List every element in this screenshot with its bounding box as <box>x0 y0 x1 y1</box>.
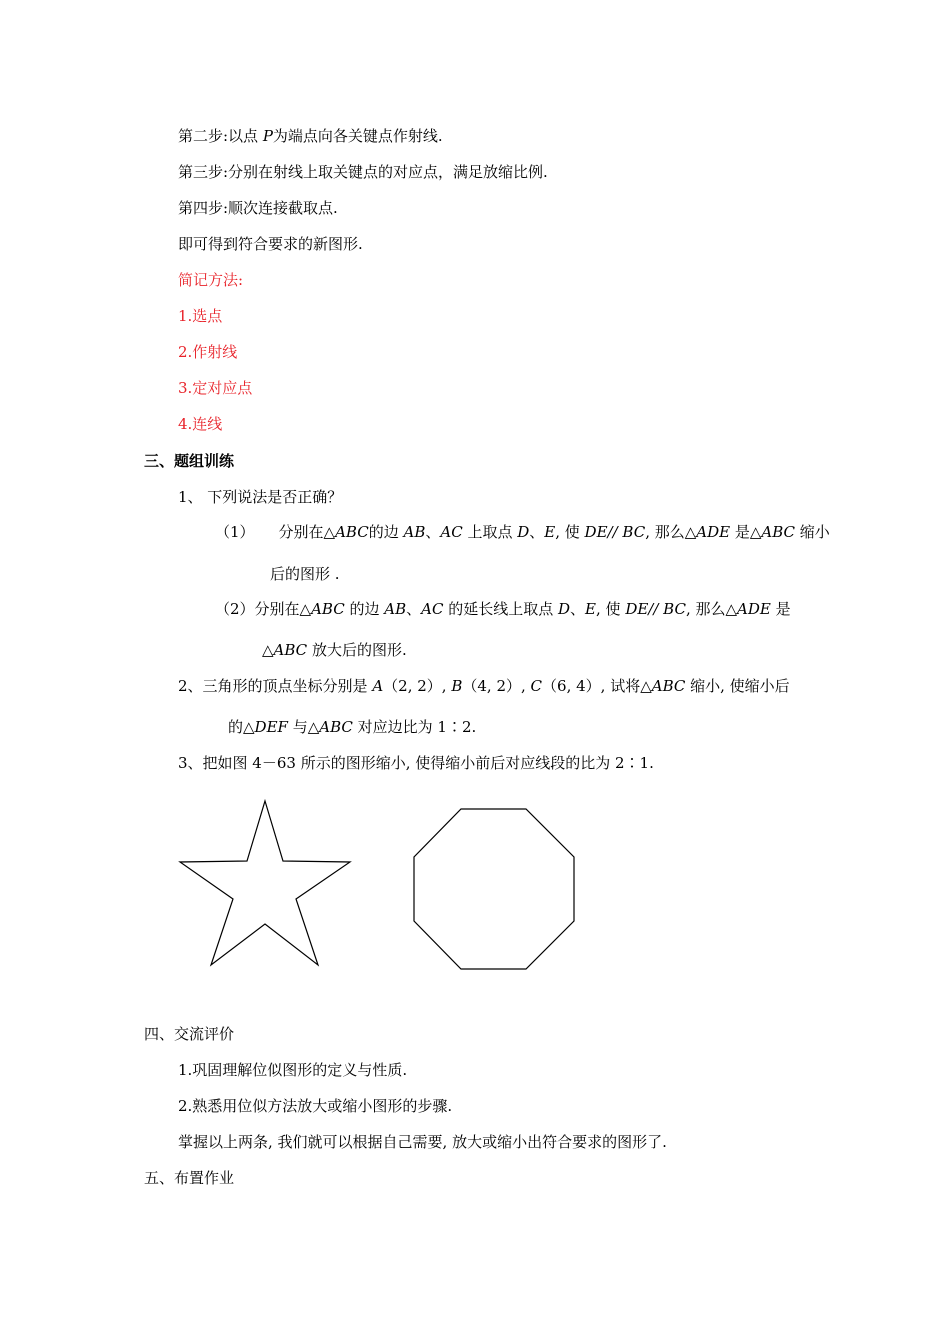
parallel-condition: DE// BC <box>625 600 686 618</box>
text-span: 分别在△ <box>254 600 312 618</box>
text-span: 上取点 <box>462 523 518 541</box>
step-4: 第四步:顺次连接截取点. <box>178 199 338 217</box>
text-span: 、 <box>529 523 545 541</box>
memo-title: 简记方法: <box>178 271 244 289</box>
text-span: 是 <box>770 600 791 618</box>
question-1-part-1-cont: 后的图形 . <box>270 565 340 583</box>
triangle-abc-label: ABC <box>651 677 686 695</box>
point-b-label: B <box>451 677 463 695</box>
triangle-abc-label: ABC <box>335 523 369 541</box>
segment-ac-label: AC <box>421 600 444 618</box>
text-span: 的边 <box>344 600 385 618</box>
text-span: （6, 4）, 试将△ <box>542 677 652 695</box>
point-d-label: D <box>517 523 530 541</box>
text-span: 的△ <box>228 718 255 736</box>
triangle-abc-label: ABC <box>761 523 796 541</box>
section-4-heading: 四、交流评价 <box>144 1025 235 1043</box>
text-span: , 使 <box>555 523 585 541</box>
text-span: 对应边比为 1∶2. <box>352 718 477 736</box>
segment-ac-label: AC <box>440 523 463 541</box>
text-span: 是△ <box>730 523 762 541</box>
step-3: 第三步:分别在射线上取关键点的对应点，满足放缩比例. <box>178 163 548 181</box>
segment-ab-label: AB <box>403 523 426 541</box>
point-a-label: A <box>372 677 384 695</box>
question-3: 3、把如图 4－63 所示的图形缩小, 使得缩小前后对应线段的比为 2∶1. <box>178 754 654 772</box>
triangle-ade-label: ADE <box>696 523 731 541</box>
triangle-ade-label: ADE <box>737 600 771 618</box>
text-span: , 使 <box>596 600 626 618</box>
text-span: 放大后的图形. <box>307 641 407 659</box>
text-span: 的边 <box>368 523 404 541</box>
memo-item: 3.定对应点 <box>178 379 253 397</box>
octagon-figure <box>414 809 574 969</box>
text-span: , 那么△ <box>685 600 738 618</box>
text-span: 的延长线上取点 <box>443 600 558 618</box>
memo-item: 1.选点 <box>178 307 223 325</box>
section-4-item: 2.熟悉用位似方法放大或缩小图形的步骤. <box>178 1097 453 1115</box>
step-2-suffix: 为端点向各关键点作射线. <box>272 127 443 145</box>
parallel-condition: DE// BC <box>584 523 646 541</box>
text-span: 缩小 <box>795 523 830 541</box>
section-4-summary: 掌握以上两条, 我们就可以根据自己需要, 放大或缩小出符合要求的图形了. <box>178 1133 667 1151</box>
part-number: （1） <box>215 523 255 541</box>
text-span: 、 <box>570 600 586 618</box>
text-span: 2、三角形的顶点坐标分别是 <box>178 677 373 695</box>
star-figure <box>180 801 350 965</box>
text-span: 与△ <box>287 718 320 736</box>
text-span: △ <box>262 641 274 659</box>
section-4-item: 1.巩固理解位似图形的定义与性质. <box>178 1061 408 1079</box>
point-d-label: D <box>558 600 571 618</box>
text-span: 缩小, 使缩小后 <box>685 677 790 695</box>
text-span: , 那么△ <box>645 523 697 541</box>
section-5-heading: 五、布置作业 <box>144 1169 235 1187</box>
result-text: 即可得到符合要求的新图形. <box>178 235 363 253</box>
point-e-label: E <box>585 600 596 618</box>
text-span: 分别在△ <box>278 523 336 541</box>
memo-item: 4.连线 <box>178 415 223 433</box>
step-2-prefix: 第二步:以点 <box>178 127 263 145</box>
text-span: 、 <box>406 600 422 618</box>
part-number: （2） <box>215 600 255 618</box>
text-span: （4, 2）, <box>462 677 531 695</box>
segment-ab-label: AB <box>384 600 407 618</box>
triangle-abc-label: ABC <box>319 718 353 736</box>
point-c-label: C <box>530 677 543 695</box>
point-p-label: P <box>262 127 273 145</box>
triangle-abc-label: ABC <box>311 600 345 618</box>
memo-item: 2.作射线 <box>178 343 238 361</box>
point-e-label: E <box>544 523 556 541</box>
triangle-def-label: DEF <box>254 718 288 736</box>
text-span: （2, 2）, <box>383 677 452 695</box>
section-3-heading: 三、题组训练 <box>144 452 235 470</box>
question-1-stem: 1、 下列说法是否正确？ <box>178 488 343 506</box>
text-span: 、 <box>425 523 441 541</box>
triangle-abc-label: ABC <box>273 641 308 659</box>
